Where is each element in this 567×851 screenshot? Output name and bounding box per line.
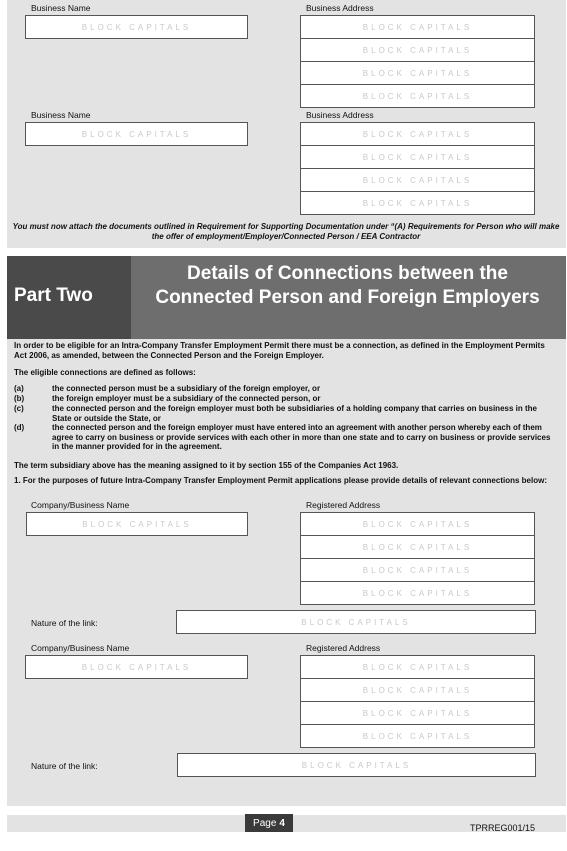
company-business-name-label: Company/Business Name (31, 500, 130, 510)
business-address-line-4[interactable]: BLOCK CAPITALS (300, 84, 535, 108)
registered-address-label: Registered Address (306, 500, 381, 510)
business-address-line-2[interactable]: BLOCK CAPITALS (300, 145, 535, 169)
condition-text: the connected person and the foreign employer must both be subsidiaries of a holding company that carries on business in the State or outside the State, or (52, 404, 537, 423)
business-address-label: Business Address (306, 3, 374, 13)
form-code: TPRREG001/15 (470, 823, 536, 833)
connections-question: 1. For the purposes of future Intra-Company Transfer Employment Permit applications please provide details of relevant connections below: (14, 476, 547, 485)
business-address-line-2[interactable]: BLOCK CAPITALS (300, 38, 535, 62)
business-name-field[interactable]: BLOCK CAPITALS (25, 122, 248, 146)
eligible-heading: The eligible connections are defined as follows: (14, 368, 196, 377)
business-address-line-1[interactable]: BLOCK CAPITALS (300, 15, 535, 39)
registered-address-line-3[interactable]: BLOCK CAPITALS (300, 558, 535, 582)
business-name-label: Business Name (31, 110, 91, 120)
business-address-label: Business Address (306, 110, 374, 120)
registered-address-line-1[interactable]: BLOCK CAPITALS (300, 655, 535, 679)
business-name-label: Business Name (31, 3, 91, 13)
nature-of-link-field[interactable]: BLOCK CAPITALS (177, 753, 536, 777)
nature-of-link-label: Nature of the link: (31, 618, 98, 628)
registered-address-label: Registered Address (306, 643, 381, 653)
registered-address-line-4[interactable]: BLOCK CAPITALS (300, 581, 535, 605)
business-address-line-1[interactable]: BLOCK CAPITALS (300, 122, 535, 146)
registered-address-line-1[interactable]: BLOCK CAPITALS (300, 512, 535, 536)
company-business-name-label: Company/Business Name (31, 643, 130, 653)
company-business-name-field[interactable]: BLOCK CAPITALS (25, 655, 248, 679)
nature-of-link-label: Nature of the link: (31, 761, 98, 771)
condition-text: the foreign employer must be a subsidiary of the connected person, or (52, 394, 321, 403)
subsidiary-note: The term subsidiary above has the meaning assigned to it by section 155 of the Companies Act 1963. (14, 461, 399, 470)
condition-text: the connected person and the foreign employer must have entered into an agreement with another person whereby each of them agree to carry on business or provide services with each other in more than one state and to carry on business or provide services in the manner provided for in the agreement. (52, 423, 551, 451)
page-number-box (245, 814, 293, 832)
part-title: Details of Connections between the Connected Person and Foreign Employers (155, 263, 540, 308)
condition-key: (b) (14, 394, 25, 403)
business-address-line-3[interactable]: BLOCK CAPITALS (300, 61, 535, 85)
part-label: Part Two (14, 285, 93, 306)
business-address-line-3[interactable]: BLOCK CAPITALS (300, 168, 535, 192)
business-address-line-4[interactable]: BLOCK CAPITALS (300, 191, 535, 215)
condition-key: (c) (14, 404, 24, 413)
page-number: 4 (279, 817, 285, 829)
business-name-field[interactable]: BLOCK CAPITALS (25, 15, 248, 39)
registered-address-line-2[interactable]: BLOCK CAPITALS (300, 535, 535, 559)
registered-address-line-4[interactable]: BLOCK CAPITALS (300, 724, 535, 748)
nature-of-link-field[interactable]: BLOCK CAPITALS (176, 610, 536, 634)
condition-text: the connected person must be a subsidiary of the foreign employer, or (52, 384, 321, 393)
intro-paragraph: In order to be eligible for an Intra-Company Transfer Employment Permit there must be a connection, as defined in the Employment Permits Act 2006, as amended, between the Connected Person and the Foreign Employer. (14, 341, 545, 360)
registered-address-line-2[interactable]: BLOCK CAPITALS (300, 678, 535, 702)
condition-key: (d) (14, 423, 25, 432)
attach-documents-note: You must now attach the documents outlined in Requirement for Supporting Documentation under “(A) Requirements for Person who will make the offer of employment/Employer/Connected Person / EEA Contractor (12, 222, 560, 241)
page-word: Page (253, 817, 277, 829)
condition-key: (a) (14, 384, 24, 393)
registered-address-line-3[interactable]: BLOCK CAPITALS (300, 701, 535, 725)
company-business-name-field[interactable]: BLOCK CAPITALS (26, 512, 248, 536)
